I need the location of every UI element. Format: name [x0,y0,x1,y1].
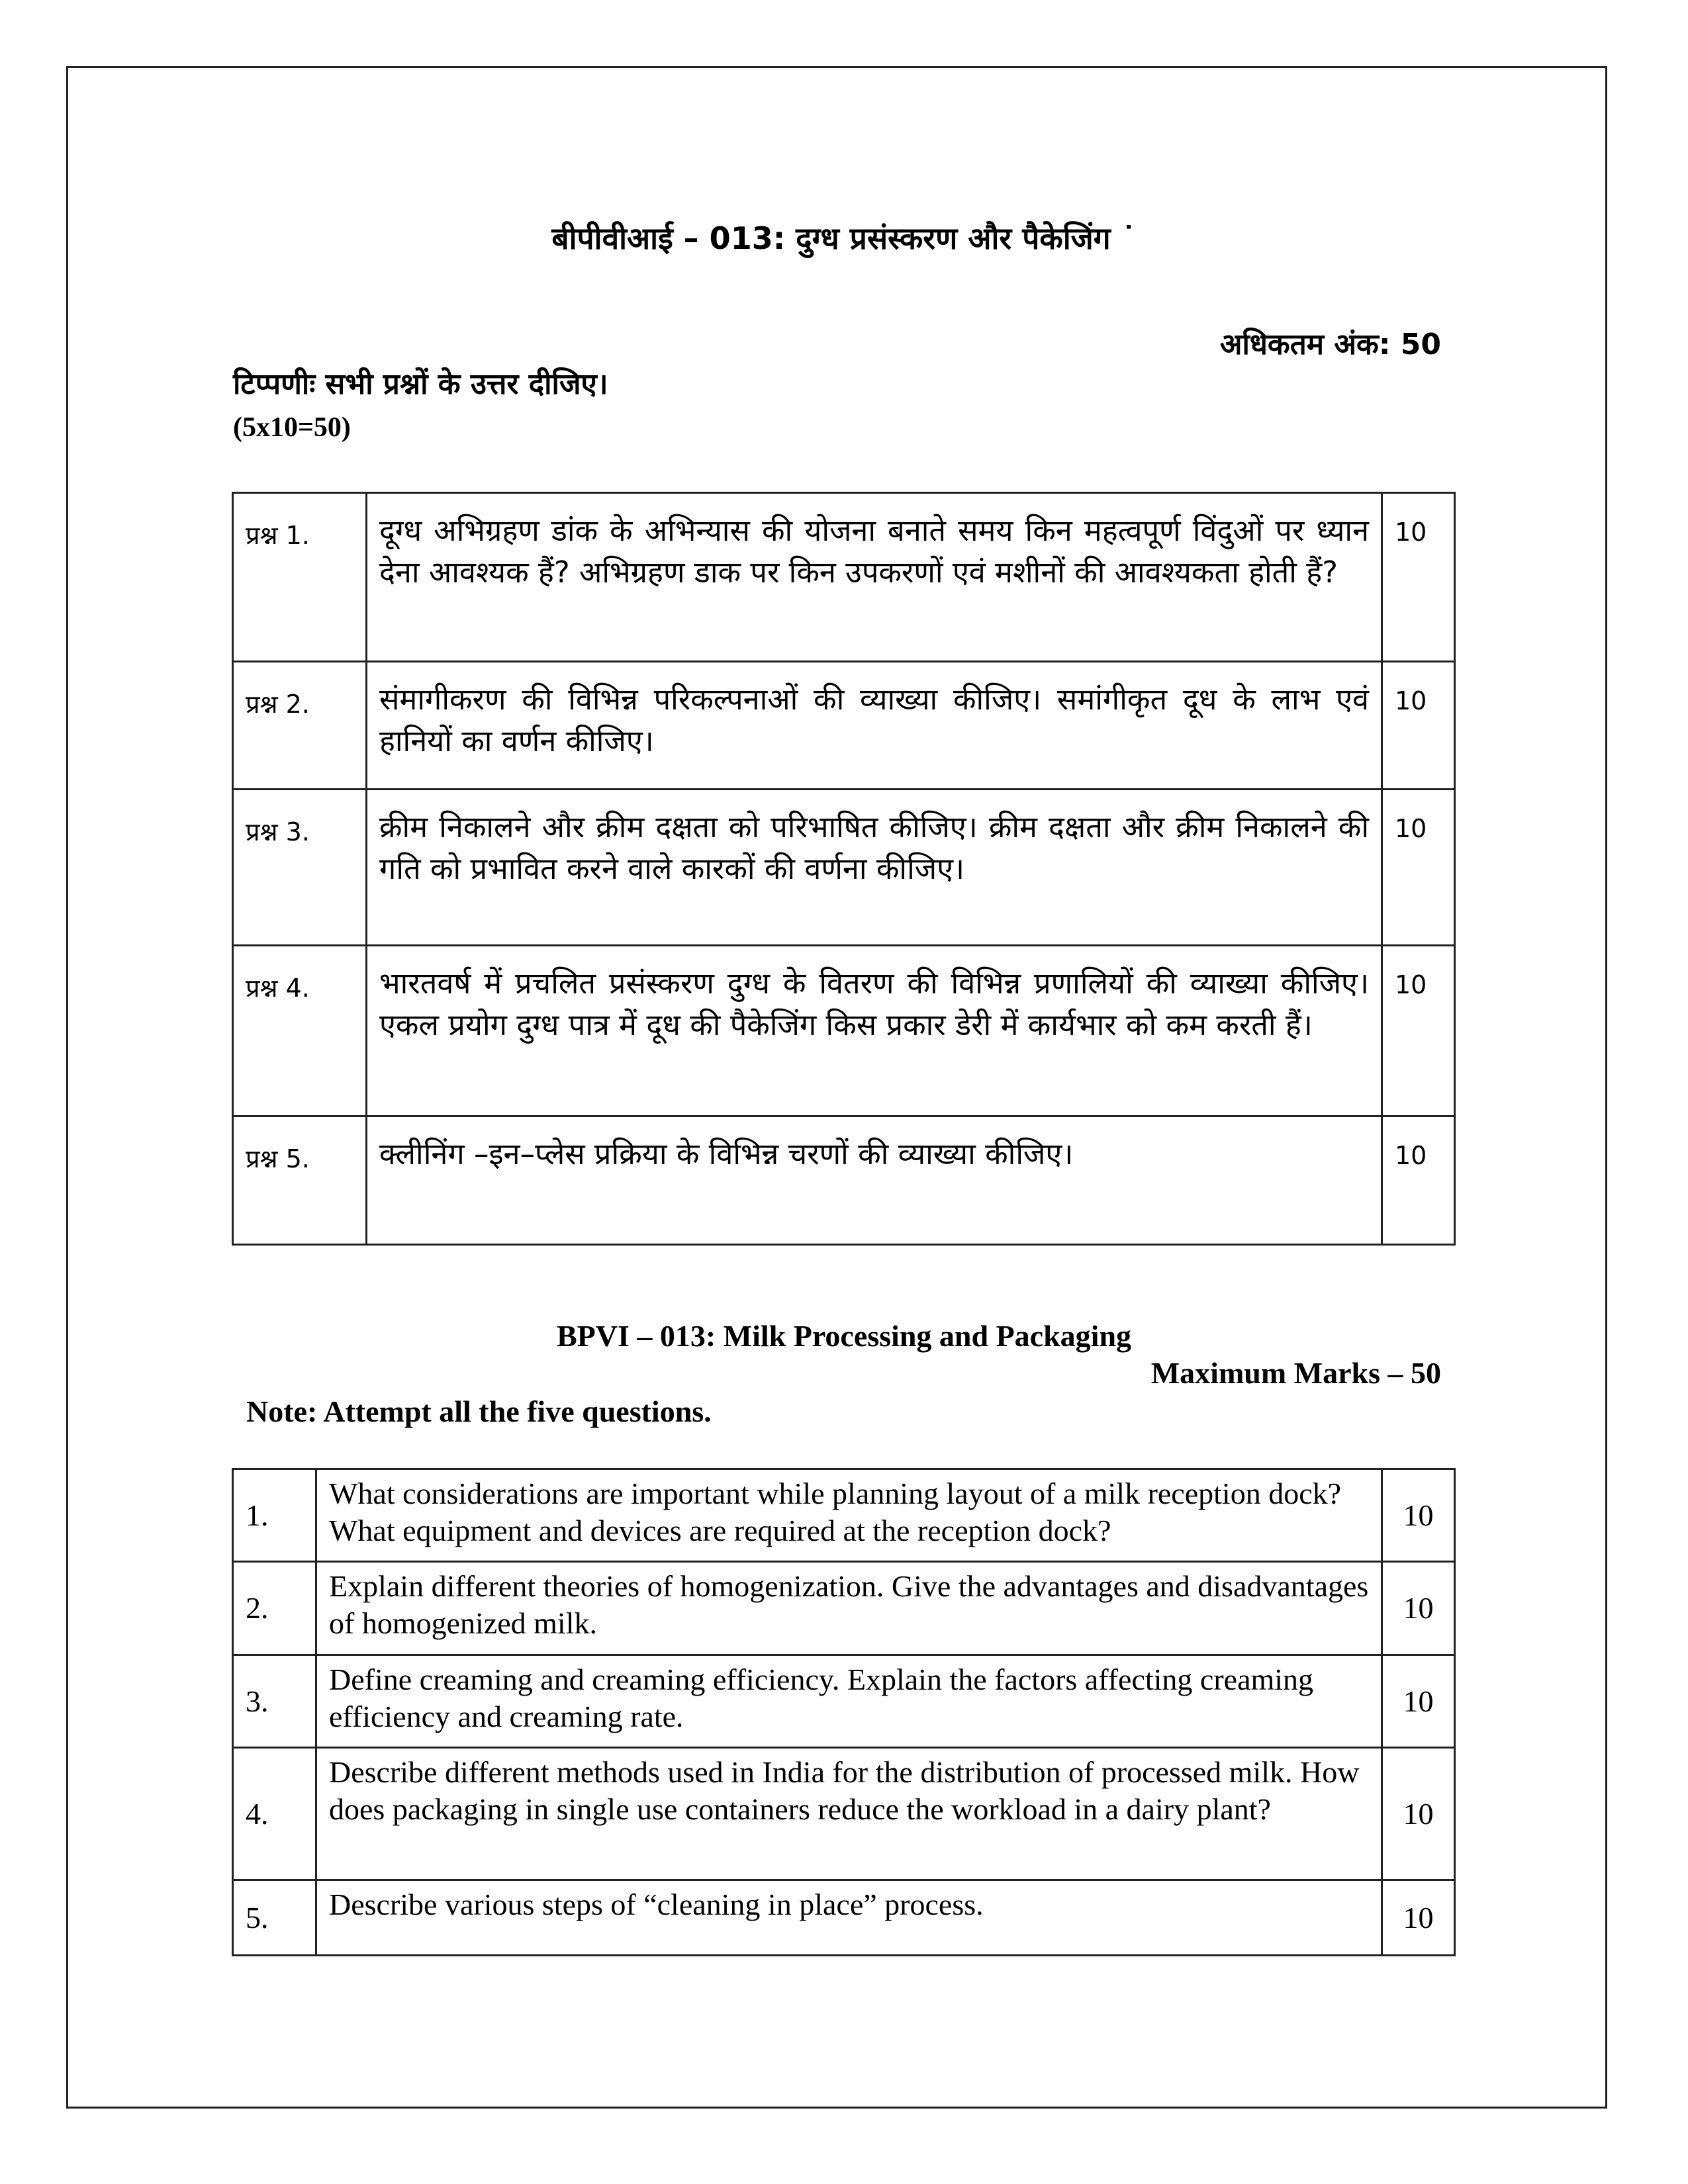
question-marks: 10 [1382,493,1455,662]
question-text: Describe various steps of “cleaning in place” process. [316,1880,1382,1956]
english-questions-table [232,1468,1456,1956]
question-text: Describe different methods used in India for the distribution of processed milk. How does packaging in single use containers reduce the workload in a dairy plant? [316,1748,1382,1880]
question-number: 5. [233,1880,316,1956]
question-marks: 10 [1382,1880,1455,1956]
hindi-title: बीपीवीआई – 013: दुग्ध प्रसंस्करण और पैकेजिंग ˙ [551,220,1137,256]
table-row [233,493,1455,662]
question-text: Define creaming and creaming efficiency. Explain the factors affecting creaming efficiency and creaming rate. [316,1655,1382,1748]
question-marks: 10 [1382,790,1455,946]
table-row [233,1655,1455,1748]
hindi-note: टिप्पणीः सभी प्रश्नों के उत्तर दीजिए। [233,367,608,401]
question-text: भारतवर्ष में प्रचलित प्रसंस्करण दुग्ध के वितरण की विभिन्न प्रणालियों की व्याख्या कीजिए। एकल प्रयोग दुग्ध पात्र में दूध की पैकेजिंग किस प्रकार डेरी में कार्यभार को कम करती हैं। [367,946,1382,1116]
question-number: प्रश्न 4. [233,946,367,1116]
question-text: दूग्ध अभिग्रहण डांक के अभिन्यास की योजना बनाते समय किन महत्वपूर्ण विंदुओं पर ध्यान देना आवश्यक हैं? अभिग्रहण डाक पर किन उपकरणों एवं मशीनों की आवश्यकता होती हैं? [367,493,1382,662]
question-marks: 10 [1382,1655,1455,1748]
english-title: BPVI – 013: Milk Processing and Packaging [556,1319,1132,1353]
table-row [233,1748,1455,1880]
question-number: 1. [233,1469,316,1562]
question-text: क्लीनिंग –इन–प्लेस प्रक्रिया के विभिन्न चरणों की व्याख्या कीजिए। [367,1116,1382,1245]
question-number: प्रश्न 5. [233,1116,367,1245]
question-marks: 10 [1382,1748,1455,1880]
hindi-marks-scheme: (5x10=50) [233,412,351,443]
question-number: 4. [233,1748,316,1880]
table-row [233,662,1455,790]
hindi-questions-table [232,492,1456,1246]
english-note: Note: Attempt all the five questions. [246,1394,712,1428]
question-text: क्रीम निकालने और क्रीम दक्षता को परिभाषित कीजिए। क्रीम दक्षता और क्रीम निकालने की गति को प्रभावित करने वाले कारकों की वर्णना कीजिए। [367,790,1382,946]
hindi-max-marks: अधिकतम अंक: 50 [1219,328,1441,361]
table-row [233,946,1455,1116]
question-text: संमागीकरण की विभिन्न परिकल्पनाओं की व्याख्या कीजिए। समांगीकृत दूध के लाभ एवं हानियों का वर्णन कीजिए। [367,662,1382,790]
question-marks: 10 [1382,946,1455,1116]
question-text: Explain different theories of homogenization. Give the advantages and disadvantages of homogenized milk. [316,1562,1382,1655]
question-number: प्रश्न 3. [233,790,367,946]
table-row [233,1880,1455,1956]
table-row [233,790,1455,946]
table-row [233,1469,1455,1562]
question-text: What considerations are important while planning layout of a milk reception dock? What equipment and devices are required at the reception dock? [316,1469,1382,1562]
table-row [233,1562,1455,1655]
question-marks: 10 [1382,1562,1455,1655]
question-number: प्रश्न 2. [233,662,367,790]
table-row [233,1116,1455,1245]
question-number: 3. [233,1655,316,1748]
english-max-marks: Maximum Marks – 50 [1150,1356,1441,1390]
question-marks: 10 [1382,1116,1455,1245]
question-number: प्रश्न 1. [233,493,367,662]
question-marks: 10 [1382,1469,1455,1562]
question-number: 2. [233,1562,316,1655]
question-marks: 10 [1382,662,1455,790]
